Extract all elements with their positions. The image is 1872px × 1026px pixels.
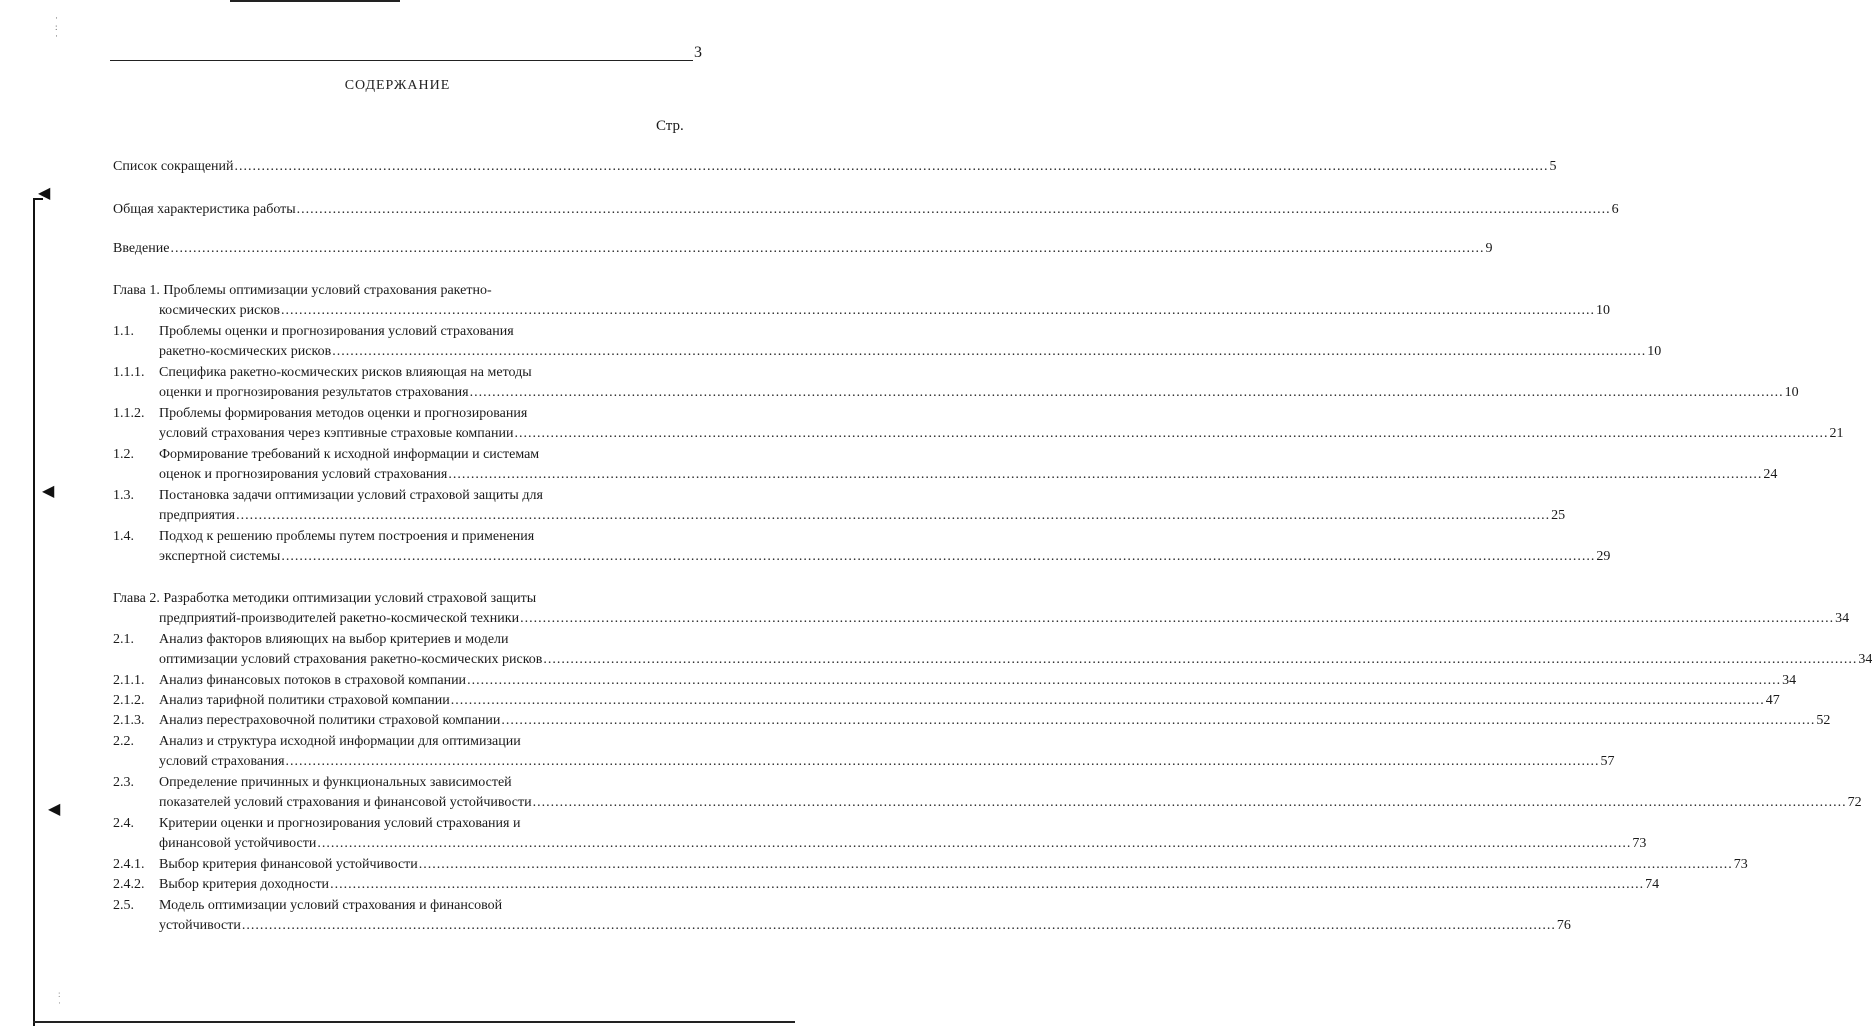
toc-leader-dots — [467, 671, 1781, 691]
toc-entry-page: 10 — [1784, 385, 1799, 400]
toc-entry-page: 74 — [1645, 877, 1660, 892]
toc-section-1-4 — [113, 527, 1611, 567]
header-rule — [110, 60, 693, 61]
toc-entry-page: 29 — [1596, 549, 1611, 564]
toc-entry-page: 9 — [1485, 241, 1493, 256]
toc-leader-dots — [448, 465, 1762, 485]
toc-section-2-5 — [113, 896, 1571, 936]
toc-entry-text: Специфика ракетно-космических рисков влияющая на методы — [159, 365, 532, 380]
toc-entry-text: Выбор критерия финансовой устойчивости — [159, 857, 418, 872]
toc-entry-text: Модель оптимизации условий страхования и финансовой — [159, 898, 503, 913]
toc-entry-text: Глава 2. Разработка методики оптимизации условий страховой защиты — [113, 591, 537, 606]
toc-entry-overview — [113, 200, 1619, 220]
toc-entry-text: Подход к решению проблемы путем построения и применения — [159, 529, 535, 544]
toc-entry-text: Глава 1. Проблемы оптимизации условий страхования ракетно- — [113, 283, 492, 298]
margin-arrow-icon: ◀ — [42, 483, 55, 500]
toc-entry-text: Определение причинных и функциональных зависимостей — [159, 775, 512, 790]
toc-leader-dots — [236, 506, 1550, 526]
toc-leader-dots — [451, 691, 1765, 711]
toc-section-2-4-2 — [113, 875, 1660, 895]
toc-section-number: 1.1.1. — [113, 365, 145, 380]
toc-leader-dots — [297, 200, 1611, 220]
toc-entry-text: предприятий-производителей ракетно-космической техники — [159, 611, 520, 626]
toc-entry-page: 10 — [1647, 344, 1662, 359]
toc-leader-dots — [235, 157, 1549, 177]
toc-leader-dots — [514, 424, 1828, 444]
toc-entry-page: 73 — [1733, 857, 1748, 872]
toc-entry-text: Общая характеристика работы — [113, 202, 296, 217]
toc-entry-text: Выбор критерия доходности — [159, 877, 330, 892]
toc-entry-text: оптимизации условий страхования ракетно-космических рисков — [159, 652, 543, 667]
toc-leader-dots — [543, 650, 1857, 670]
toc-entry-page: 47 — [1765, 693, 1780, 708]
toc-leader-dots — [286, 752, 1600, 772]
toc-leader-dots — [281, 301, 1595, 321]
toc-entry-text: Анализ факторов влияющих на выбор критериев и модели — [159, 632, 509, 647]
toc-leader-dots — [520, 609, 1834, 629]
toc-section-1-3 — [113, 486, 1566, 526]
toc-section-number: 2.1.1. — [113, 673, 145, 688]
margin-arrow-icon: ◀ — [38, 185, 51, 202]
toc-entry-page: 34 — [1858, 652, 1872, 667]
toc-entry-text: Анализ финансовых потоков в страховой компании — [159, 673, 467, 688]
toc-section-2-1-3 — [113, 711, 1831, 731]
toc-entry-text: условий страхования через кэптивные страховые компании — [159, 426, 514, 441]
toc-section-2-3 — [113, 773, 1862, 813]
toc-entry-text: предприятия — [159, 508, 236, 523]
toc-entry-page: 76 — [1556, 918, 1571, 933]
toc-section-number: 1.1.2. — [113, 406, 145, 421]
toc-section-number: 2.2. — [113, 734, 134, 749]
toc-section-number: 2.1.2. — [113, 693, 145, 708]
toc-leader-dots — [419, 855, 1733, 875]
toc-entry-page: 34 — [1782, 673, 1797, 688]
toc-section-number: 2.5. — [113, 898, 134, 913]
toc-section-number: 1.4. — [113, 529, 134, 544]
toc-section-2-4 — [113, 814, 1647, 854]
page-column-label: Стр. — [656, 118, 684, 134]
toc-leader-dots — [470, 383, 1784, 403]
toc-section-2-2 — [113, 732, 1615, 772]
toc-section-2-1-1 — [113, 671, 1797, 691]
toc-entry-text: Постановка задачи оптимизации условий страховой защиты для — [159, 488, 543, 503]
scan-artifact-bottom: : · — [58, 989, 61, 1008]
toc-entry-text: оценок и прогнозирования условий страхования — [159, 467, 448, 482]
toc-section-1-1 — [113, 322, 1662, 362]
toc-section-number: 2.4. — [113, 816, 134, 831]
toc-leader-dots — [533, 793, 1847, 813]
toc-section-1-1-2 — [113, 404, 1844, 444]
toc-leader-dots — [281, 547, 1595, 567]
toc-entry-text: показателей условий страхования и финансовой устойчивости — [159, 795, 532, 810]
toc-entry-page: 24 — [1763, 467, 1778, 482]
toc-entry-text: Анализ тарифной политики страховой компании — [159, 693, 450, 708]
toc-entry-page: 25 — [1551, 508, 1566, 523]
toc-entry-abbreviations — [113, 157, 1557, 177]
toc-entry-text: условий страхования — [159, 754, 285, 769]
toc-section-number: 2.1.3. — [113, 713, 145, 728]
toc-section-number: 2.1. — [113, 632, 134, 647]
toc-leader-dots — [330, 875, 1644, 895]
toc-entry-text: Формирование требований к исходной информации и системам — [159, 447, 540, 462]
toc-section-number: 1.1. — [113, 324, 134, 339]
toc-entry-page: 34 — [1835, 611, 1850, 626]
toc-entry-text: Проблемы оценки и прогнозирования условий страхования — [159, 324, 514, 339]
toc-section-number: 1.3. — [113, 488, 134, 503]
toc-chapter-2 — [113, 589, 1850, 629]
toc-entry-page: 73 — [1632, 836, 1647, 851]
toc-entry-page: 72 — [1847, 795, 1862, 810]
toc-leader-dots — [501, 711, 1815, 731]
toc-leader-dots — [332, 342, 1646, 362]
toc-entry-text: Список сокращений — [113, 159, 234, 174]
toc-entry-page: 6 — [1611, 202, 1619, 217]
toc-entry-page: 52 — [1816, 713, 1831, 728]
toc-section-2-1 — [113, 630, 1872, 670]
toc-entry-text: экспертной системы — [159, 549, 281, 564]
toc-entry-page: 10 — [1596, 303, 1611, 318]
bottom-rule — [33, 1021, 795, 1023]
page-title: СОДЕРЖАНИЕ — [344, 78, 451, 93]
toc-entry-introduction — [113, 239, 1493, 259]
toc-entry-text: ракетно-космических рисков — [159, 344, 332, 359]
toc-leader-dots — [170, 239, 1484, 259]
toc-leader-dots — [242, 916, 1556, 936]
toc-entry-page: 5 — [1549, 159, 1557, 174]
toc-section-2-1-2 — [113, 691, 1780, 711]
toc-section-number: 2.3. — [113, 775, 134, 790]
scan-artifact-top: · : · — [55, 13, 59, 41]
toc-section-2-4-1 — [113, 855, 1748, 875]
margin-arrow-icon: ◀ — [48, 801, 61, 818]
toc-entry-text: оценки и прогнозирования результатов страхования — [159, 385, 469, 400]
toc-entry-text: Анализ перестраховочной политики страховой компании — [159, 713, 501, 728]
toc-entry-text: космических рисков — [159, 303, 281, 318]
toc-section-1-2 — [113, 445, 1778, 485]
toc-section-number: 2.4.2. — [113, 877, 145, 892]
toc-leader-dots — [317, 834, 1631, 854]
toc-entry-page: 57 — [1600, 754, 1615, 769]
toc-section-number: 1.2. — [113, 447, 134, 462]
left-margin-line — [33, 198, 35, 1026]
toc-section-1-1-1 — [113, 363, 1799, 403]
toc-entry-text: Критерии оценки и прогнозирования условий страхования и — [159, 816, 521, 831]
toc-entry-page: 21 — [1829, 426, 1844, 441]
toc-entry-text: устойчивости — [159, 918, 241, 933]
toc-section-number: 2.4.1. — [113, 857, 145, 872]
toc-chapter-1 — [113, 281, 1611, 321]
toc-entry-text: Проблемы формирования методов оценки и прогнозирования — [159, 406, 528, 421]
toc-entry-text: Анализ и структура исходной информации для оптимизации — [159, 734, 521, 749]
toc-entry-text: Введение — [113, 241, 170, 256]
top-scan-rule — [230, 0, 400, 2]
page-number: 3 — [694, 44, 702, 61]
toc-entry-text: финансовой устойчивости — [159, 836, 317, 851]
